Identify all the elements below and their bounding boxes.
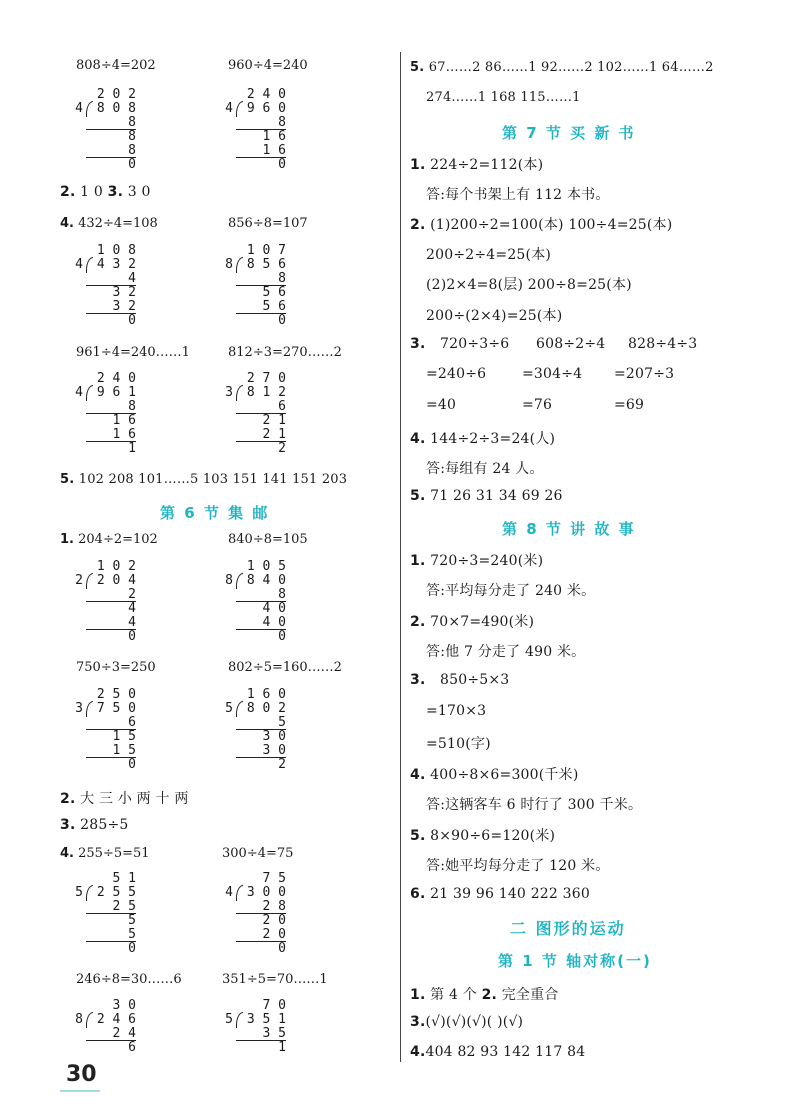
division-step: 5: [128, 913, 136, 928]
long-division: [75, 871, 136, 956]
equation: 840÷8=105: [228, 532, 308, 547]
quotient: 2 4 0: [246, 87, 286, 102]
expression: =240÷6: [426, 366, 487, 382]
equation: 961÷4=240……1: [76, 345, 190, 360]
expression: 828÷4÷3: [628, 336, 698, 352]
division-step: 2 4: [86, 1027, 136, 1041]
answer-line: 3.: [410, 336, 426, 352]
division-step: 4: [86, 272, 136, 286]
answer-line: 4.404 82 93 142 117 84: [410, 1044, 586, 1060]
quotient: 7 0: [262, 998, 286, 1013]
answer-line: 5. 102 208 101……5 103 151 141 151 203: [60, 472, 348, 487]
long-division: [225, 559, 286, 644]
long-division: [75, 998, 136, 1055]
divisor: 5: [75, 885, 83, 900]
division-step: 0: [278, 313, 286, 328]
divisor: 5: [225, 701, 233, 716]
division-step: 8: [236, 272, 286, 286]
page-number: 30: [66, 1062, 97, 1087]
answer-statement: 答:平均每分走了 240 米。: [426, 583, 596, 599]
divisor: 2: [75, 573, 83, 588]
answer-line: 4. 144÷2÷3=24(人): [410, 431, 556, 447]
division-step: 0: [128, 941, 136, 956]
answer-line: 5. 71 26 31 34 69 26: [410, 488, 563, 504]
division-step: 8: [86, 400, 136, 414]
equation: 802÷5=160……2: [228, 660, 342, 675]
division-step: 8: [86, 116, 136, 130]
division-step: 0: [128, 629, 136, 644]
answer-line: (2)2×4=8(层) 200÷8=25(本): [426, 277, 632, 293]
section-heading: 第 1 节 轴对称(一): [498, 952, 652, 970]
quotient: 1 0 2: [96, 559, 136, 574]
long-division: [225, 243, 286, 328]
division-step: 3 0: [262, 729, 286, 744]
equation: 750÷3=250: [76, 660, 156, 675]
division-step: 5: [236, 716, 286, 730]
long-division: [75, 243, 136, 328]
dividend: 3 5 1: [246, 1012, 286, 1027]
answer-line: 6. 21 39 96 140 222 360: [410, 886, 590, 902]
long-division: [75, 87, 136, 172]
answer-statement: 答:他 7 分走了 490 米。: [426, 644, 586, 660]
expression: =510(字): [426, 736, 491, 752]
division-step: 0: [278, 941, 286, 956]
answer-line: 3.: [410, 672, 426, 688]
page-number-underline: [60, 1090, 100, 1092]
division-step: 2: [278, 757, 286, 772]
dividend: 7 5 0: [96, 701, 136, 716]
division-step: 5 6: [236, 300, 286, 314]
answer-line: 4. 400÷8×6=300(千米): [410, 767, 579, 783]
division-step: 1 5: [86, 744, 136, 758]
dividend: 9 6 0: [246, 101, 286, 116]
answer-line: 2. 1 0 3. 3 0: [60, 184, 151, 200]
unit-heading: 二 图形的运动: [510, 919, 626, 938]
division-step: 5 6: [262, 285, 286, 300]
quotient: 2 7 0: [246, 371, 286, 386]
division-step: 2 1: [262, 413, 286, 428]
dividend: 2 5 5: [96, 885, 136, 900]
answer-line: 1. 第 4 个 2. 完全重合: [410, 987, 559, 1003]
division-step: 0: [128, 313, 136, 328]
division-step: 3 5: [236, 1027, 286, 1041]
division-step: 2 5: [86, 900, 136, 914]
division-step: 2 0: [262, 913, 286, 928]
answer-line: 1. 720÷3=240(米): [410, 553, 544, 569]
long-division: [225, 371, 286, 456]
equation: 960÷4=240: [228, 58, 308, 73]
column-divider: [400, 52, 401, 1062]
division-step: 5: [86, 928, 136, 942]
division-step: 1: [128, 441, 136, 456]
division-step: 8: [236, 588, 286, 602]
division-step: 0: [278, 157, 286, 172]
quotient: 1 6 0: [246, 687, 286, 702]
expression: =69: [614, 397, 645, 413]
divisor: 4: [225, 885, 233, 900]
quotient: 1 0 7: [246, 243, 286, 258]
answer-statement: 答:每组有 24 人。: [426, 461, 544, 477]
division-step: 1: [278, 1040, 286, 1055]
equation: 1. 204÷2=102: [60, 532, 158, 547]
expression: 850÷5×3: [440, 672, 510, 688]
division-step: 0: [128, 157, 136, 172]
division-step: 8: [86, 144, 136, 158]
equation: 856÷8=107: [228, 216, 308, 231]
answer-line: 1. 224÷2=112(本): [410, 157, 544, 173]
long-division: [225, 998, 286, 1055]
dividend: 9 6 1: [96, 385, 136, 400]
expression: 720÷3÷6: [440, 336, 510, 352]
division-step: 0: [128, 757, 136, 772]
answer-line: 5. 8×90÷6=120(米): [410, 828, 556, 844]
division-step: 4 0: [262, 601, 286, 616]
section-heading: 第 6 节 集 邮: [160, 504, 270, 522]
division-step: 6: [236, 400, 286, 414]
dividend: 8 0 8: [96, 101, 136, 116]
dividend: 2 4 6: [96, 1012, 136, 1027]
division-step: 3 2: [112, 285, 136, 300]
division-step: 4: [86, 616, 136, 630]
answer-statement: 答:这辆客车 6 时行了 300 千米。: [426, 797, 643, 813]
answer-line: 3.(√)(√)(√)( )(√): [410, 1014, 524, 1030]
division-step: 2 8: [236, 900, 286, 914]
long-division: [75, 371, 136, 456]
divisor: 8: [225, 257, 233, 272]
division-step: 4: [128, 601, 136, 616]
division-step: 3 2: [86, 300, 136, 314]
divisor: 4: [75, 385, 83, 400]
section-heading: 第 8 节 讲 故 事: [502, 520, 636, 538]
quotient: 1 0 5: [246, 559, 286, 574]
divisor: 3: [225, 385, 233, 400]
quotient: 3 0: [112, 998, 136, 1013]
equation: 808÷4=202: [76, 58, 156, 73]
answer-line: 2. 大 三 小 两 十 两: [60, 791, 189, 807]
expression: =40: [426, 397, 457, 413]
quotient: 2 4 0: [96, 371, 136, 386]
long-division: [225, 87, 286, 172]
divisor: 8: [225, 573, 233, 588]
divisor: 5: [225, 1012, 233, 1027]
section-heading: 第 7 节 买 新 书: [502, 124, 636, 142]
answer-statement: 答:每个书架上有 112 本书。: [426, 187, 610, 203]
expression: =207÷3: [614, 366, 675, 382]
division-step: 1 6: [262, 129, 286, 144]
quotient: 5 1: [112, 871, 136, 886]
dividend: 4 3 2: [96, 257, 136, 272]
answer-line: 2. 70×7=490(米): [410, 614, 535, 630]
dividend: 8 1 2: [246, 385, 286, 400]
equation: 351÷5=70……1: [222, 972, 328, 987]
quotient: 1 0 8: [96, 243, 136, 258]
long-division: [225, 871, 286, 956]
answer-statement: 答:她平均每分走了 120 米。: [426, 858, 610, 874]
divisor: 8: [75, 1012, 83, 1027]
answer-line: 2. (1)200÷2=100(本) 100÷4=25(本): [410, 217, 673, 233]
quotient: 7 5: [262, 871, 286, 886]
divisor: 4: [225, 101, 233, 116]
division-step: 2: [278, 441, 286, 456]
dividend: 8 5 6: [246, 257, 286, 272]
dividend: 8 4 0: [246, 573, 286, 588]
expression: 608÷2÷4: [536, 336, 606, 352]
equation: 4. 432÷4=108: [60, 216, 158, 231]
division-step: 2 0: [236, 928, 286, 942]
answer-line: 200÷(2×4)=25(本): [426, 308, 563, 324]
division-step: 0: [278, 629, 286, 644]
division-step: 6: [86, 716, 136, 730]
equation: 300÷4=75: [222, 846, 294, 861]
dividend: 3 0 0: [246, 885, 286, 900]
divisor: 4: [75, 101, 83, 116]
answer-line: 200÷2÷4=25(本): [426, 247, 552, 263]
expression: =304÷4: [522, 366, 583, 382]
divisor: 3: [75, 701, 83, 716]
division-step: 1 6: [112, 413, 136, 428]
division-step: 1 6: [86, 428, 136, 442]
long-division: [225, 687, 286, 772]
dividend: 8 0 2: [246, 701, 286, 716]
equation: 812÷3=270……2: [228, 345, 342, 360]
quotient: 2 5 0: [96, 687, 136, 702]
division-step: 1 5: [112, 729, 136, 744]
dividend: 2 0 4: [96, 573, 136, 588]
division-step: 8: [128, 129, 136, 144]
quotient: 2 0 2: [96, 87, 136, 102]
answer-line: 274……1 168 115……1: [426, 90, 581, 105]
division-step: 1 6: [236, 144, 286, 158]
answer-line: 5. 67……2 86……1 92……2 102……1 64……2: [410, 60, 714, 75]
division-step: 4 0: [236, 616, 286, 630]
long-division: [75, 687, 136, 772]
answer-line: 3. 285÷5: [60, 817, 129, 833]
expression: =76: [522, 397, 553, 413]
division-step: 2: [86, 588, 136, 602]
division-step: 8: [236, 116, 286, 130]
equation: 246÷8=30……6: [76, 972, 182, 987]
division-step: 2 1: [236, 428, 286, 442]
expression: =170×3: [426, 703, 487, 719]
equation: 4. 255÷5=51: [60, 846, 150, 861]
division-step: 3 0: [236, 744, 286, 758]
long-division: [75, 559, 136, 644]
division-step: 6: [128, 1040, 136, 1055]
divisor: 4: [75, 257, 83, 272]
